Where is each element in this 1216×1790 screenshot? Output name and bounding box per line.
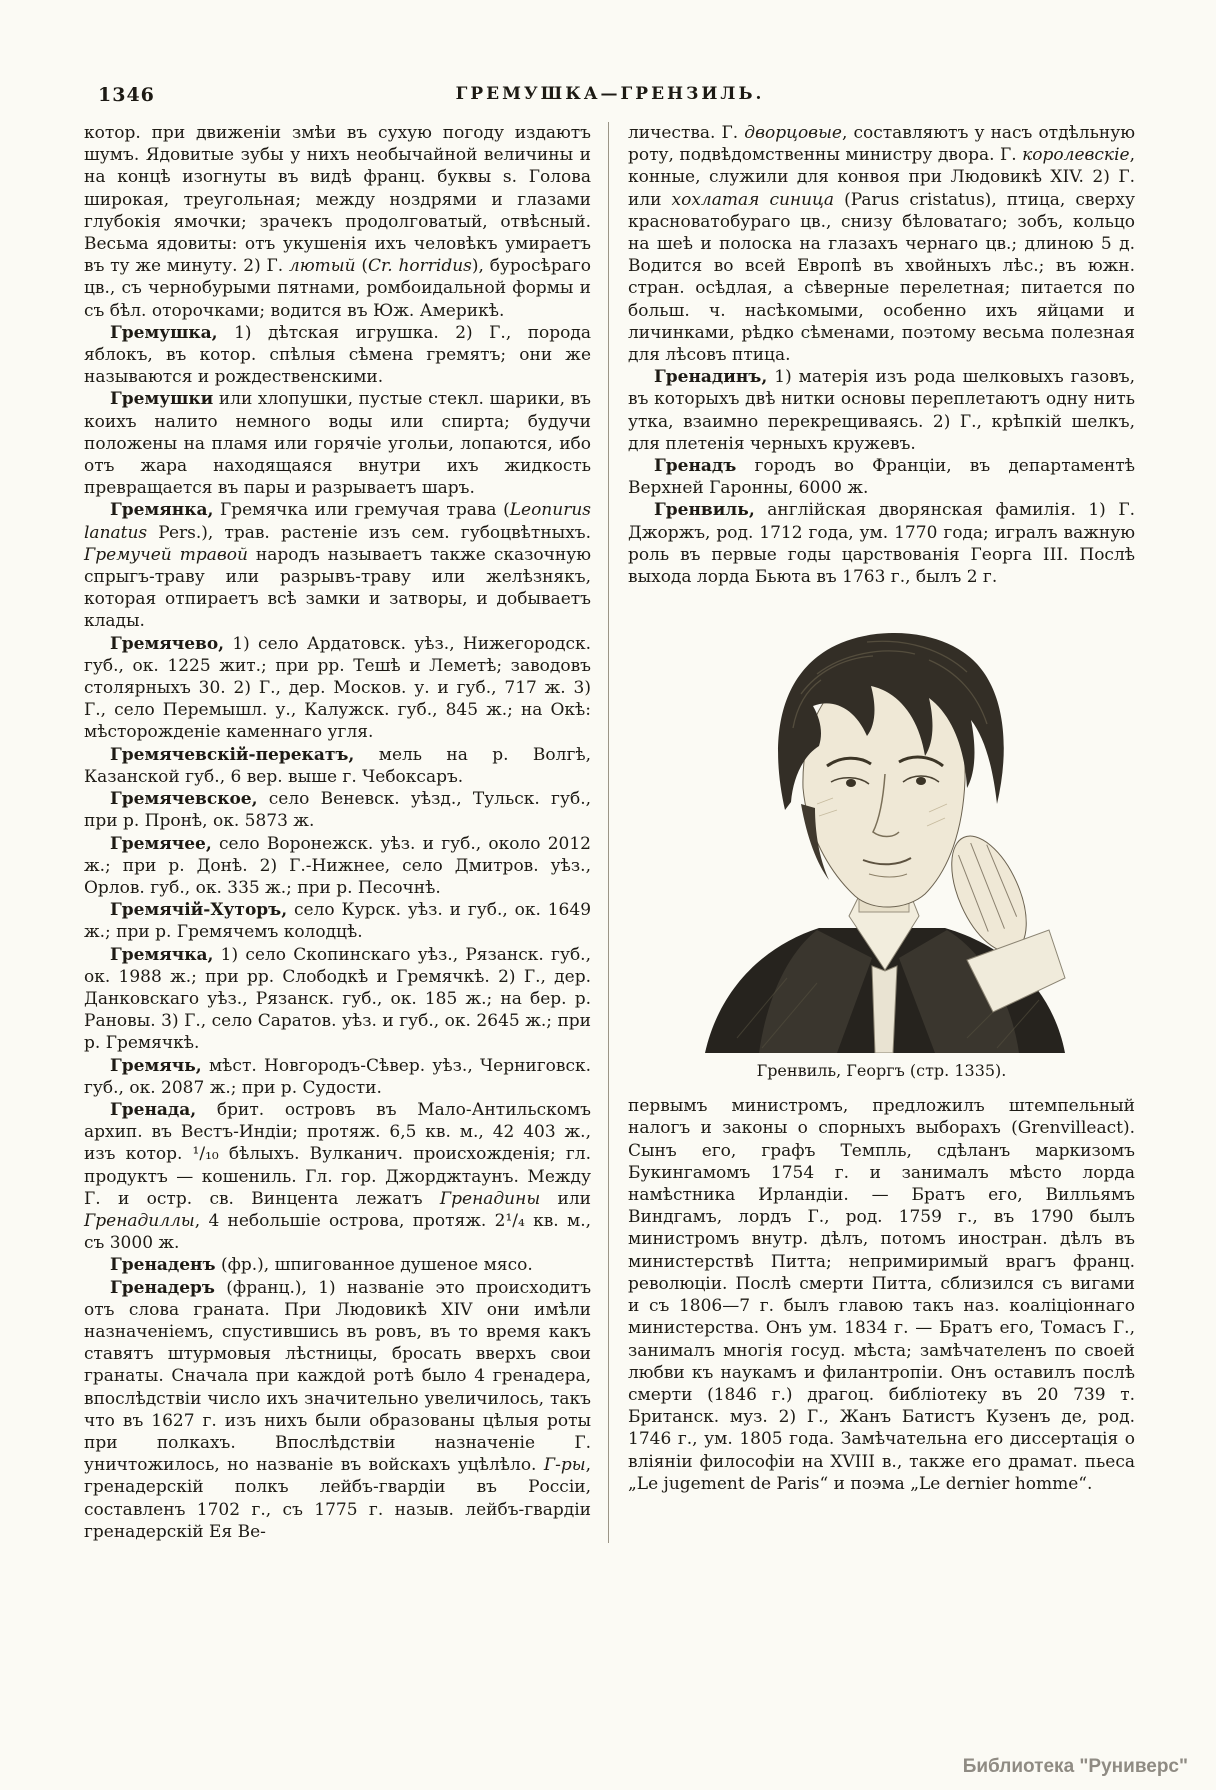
entry-headword: Гренадеръ — [110, 1277, 215, 1298]
entry-paragraph: Гремушки или хлопушки, пустые стекл. шарики, въ коихъ налито немного воды или спирта; будучи положены на пламя или горячіе угольи, лопаются, ибо отъ жара находящаяся внутри ихъ жидкость превращается въ пары и разрываетъ шаръ. — [84, 389, 591, 499]
entry-paragraph: Гремячевское, село Веневск. уѣзд., Тульск. губ., при р. Пронѣ, ок. 5873 ж. — [84, 789, 591, 832]
entry-paragraph: Гремячее, село Воронежск. уѣз. и губ., около 2012 ж.; при р. Донѣ. 2) Г.-Нижнее, село Дмитров. уѣз., Орлов. губ., ок. 335 ж.; при р. Песочнѣ. — [84, 833, 591, 898]
entry-headword: Гренвиль, — [654, 500, 755, 521]
entry-paragraph: Гренадъ городъ во Франціи, въ департаментѣ Верхней Гаронны, 6000 ж. — [628, 456, 1135, 499]
entry-headword: Гренаденъ — [110, 1255, 216, 1276]
entry-headword: Гремячій-Хуторъ, — [110, 900, 288, 921]
entry-paragraph: Гренаденъ (фр.), шпигованное душеное мясо. — [110, 1255, 533, 1276]
entry-headword: Гремушка, — [110, 322, 218, 343]
entry-headword: Гремячее, — [110, 833, 212, 854]
entry-paragraph: Гренада, брит. островъ въ Мало-Антильскомъ архип. въ Вестъ-Индіи; протяж. 6,5 кв. м., 42 403 ж., изъ котор. ¹/₁₀ бѣлыхъ. Вулканич. происхожденія; гл. продуктъ — кошениль. Гл. гор. Джорджтаунъ. Между Г. и остр. св. Винцента лежатъ Гренадины или Гренадиллы, 4 небольшіе острова, протяж. 2¹/₄ кв. м., съ 3000 ж. — [84, 1099, 591, 1254]
entry-paragraph: Гремушка, 1) дѣтская игрушка. 2) Г., порода яблокъ, въ котор. спѣлыя сѣмена гремятъ; они же называются и рождественскими. — [84, 322, 592, 388]
figure-caption: Гренвиль, Георгъ (стр. 1335). — [756, 1061, 1007, 1081]
entry-headword: Гремячевскій-перекатъ, — [110, 744, 355, 765]
entry-continuation: личества. Г. дворцовые, составляютъ у насъ отдѣльную роту, подвѣдомственны министру двора. Г. королевскіе, конные, служили для конвоя при Людовикѣ XIV. 2) Г. или хохлатая синица (Parus cristatus), птица, сверху красноватобураго цв., снизу бѣловатаго; зобъ, кольцо на шеѣ и полоска на глазахъ чернаго цв.; длиною 5 д. Водится во всей Европѣ въ хвойныхъ лѣс.; въ южн. стран. осѣдлая, а сѣверные перелетная; питается по больш. ч. насѣкомыми, особенно ихъ яйцами и личинками, рѣдко сѣменами, поэтому весьма полезная для лѣсовъ птица. — [628, 123, 1135, 366]
entry-headword: Гренада, — [110, 1099, 197, 1120]
right-column — [608, 122, 1135, 1543]
entry-paragraph: Гренадинъ, 1) матерія изъ рода шелковыхъ газовъ, въ которыхъ двѣ нитки основы переплетаютъ одну нить утка, взаимно перекрещиваясь. 2) Г., крѣпкій шелкъ, для плетенія черныхъ кружевъ. — [628, 367, 1136, 454]
right-column-bottom-text — [628, 1095, 1135, 1495]
entry-continuation: первымъ министромъ, предложилъ штемпельный налогъ и законы о спорныхъ выборахъ (Grenvilleact). Сынъ его, графъ Темпль, сдѣланъ маркизомъ Букингамомъ 1754 г. и занималъ мѣсто лорда намѣстника Ирландіи. — Братъ его, Вилльямъ Виндгамъ, лордъ Г., род. 1759 г., въ 1790 былъ министромъ внутр. дѣлъ, потомъ иностран. дѣлъ въ министерствѣ Питта; непримиримый врагъ франц. революціи. Послѣ смерти Питта, сблизился съ вигами и съ 1806—7 г. былъ главою такъ наз. коаліціоннаго министерства. Онъ ум. 1834 г. — Братъ его, Томасъ Г., занималъ многія госуд. мѣста; замѣчателенъ по своей любви къ наукамъ и филантропіи. Онъ оставилъ послѣ смерти (1846 г.) драгоц. библіотеку въ 20 739 т. Британск. муз. 2) Г., Жанъ Батистъ Кузенъ де, род. 1746 г., ум. 1805 года. Замѣчательна его диссертація о вліяніи философіи на XVIII в., также его драмат. пьеса „Le jugement de Paris“ и поэма „Le dernier homme“. — [628, 1096, 1135, 1494]
entry-headword: Гремячевское, — [110, 789, 258, 810]
entry-paragraph: Гремячь, мѣст. Новгородъ-Сѣвер. уѣз., Черниговск. губ., ок. 2087 ж.; при р. Судости. — [84, 1055, 592, 1098]
entry-headword: Гренадинъ, — [654, 367, 768, 388]
entry-paragraph: Гремячевскій-перекатъ, мель на р. Волгѣ, Казанской губ., 6 вер. выше г. Чебоксаръ. — [84, 744, 592, 787]
page-number: 1346 — [98, 84, 155, 106]
entry-paragraph: Гремячево, 1) село Ардатовск. уѣз., Нижегородск. губ., ок. 1225 жит.; при рр. Тешѣ и Леметѣ; заводовъ столярныхъ 30. 2) Г., дер. Москов. у. и губ., 717 ж. 3) Г., село Перемышл. у., Калужск. губ., 845 ж.; на Окѣ: мѣсторожденіе каменнаго угля. — [84, 633, 591, 743]
entry-paragraph: Гремячій-Хуторъ, село Курск. уѣз. и губ., ок. 1649 ж.; при р. Гремячемъ колодцѣ. — [84, 900, 592, 943]
right-column-top-text — [628, 122, 1135, 588]
running-head — [84, 84, 1136, 110]
portrait-figure — [628, 598, 1135, 1081]
entry-paragraph: Гренадеръ (франц.), 1) названіе это происходитъ отъ слова граната. При Людовикѣ XIV они имѣли назначеніемъ, спустившись въ ровъ, въ то время какъ ставятъ штурмовыя лѣстницы, бросать вверхъ свои гранаты. Сначала при каждой ротѣ было 4 гренадера, впослѣдствіи число ихъ значительно увеличилось, такъ что въ 1627 г. изъ нихъ были образованы цѣлыя роты при полкахъ. Впослѣдствіи назначеніе Г. уничтожилось, но названіе въ войскахъ уцѣлѣло. Г-ры, гренадерскій полкъ лейбъ-гвардіи въ Россіи, составленъ 1702 г., съ 1775 г. назыв. лейбъ-гвардіи гренадерскій Ея Ве- — [84, 1277, 592, 1542]
entry-paragraph: Гремянка, Гремячка или гремучая трава (Leonurus lanatus Pers.), трав. растеніе изъ сем. губоцвѣтныхъ. Гремучей травой народъ называетъ также сказочную спрыгъ-траву или разрывъ-траву или желѣзнякъ, которая отпираетъ всѣ замки и затворы, и добываетъ клады. — [84, 500, 591, 632]
entry-headword: Гремянка, — [110, 500, 214, 521]
entry-headword: Гремячево, — [110, 633, 225, 654]
entry-continuation: котор. при движеніи змѣи въ сухую погоду издаютъ шумъ. Ядовитые зубы у нихъ необычайной величины и на концѣ изогнуты въ видѣ франц. буквы s. Голова широкая, треугольная; между ноздрями и глазами глубокія ямочки; зрачекъ продолговатый, отвѣсный. Весьма ядовиты: отъ укушенія ихъ человѣкъ умираетъ въ ту же минуту. 2) Г. лютый (Cr. horridus), буросѣраго цв., съ чернобурыми пятнами, ромбоидальной формы и съ бѣл. оторочками; водится въ Юж. Америкѣ. — [84, 123, 591, 321]
text-columns — [84, 122, 1136, 1543]
entry-headword: Гремячка, — [110, 944, 214, 965]
page-header-title: ГРЕМУШКА—ГРЕНЗИЛЬ. — [455, 84, 765, 104]
entry-headword: Гренадъ — [654, 456, 737, 477]
entry-headword: Гремячь, — [110, 1055, 202, 1076]
entry-paragraph: Гренвиль, англійская дворянская фамилія. 1) Г. Джоржъ, род. 1712 года, ум. 1770 года; игралъ важную роль въ первые годы царствованія Георга III. Послѣ выхода лорда Бьюта въ 1763 г., былъ 2 г. — [628, 500, 1136, 588]
entry-paragraph: Гремячка, 1) село Скопинскаго уѣз., Рязанск. губ., ок. 1988 ж.; при рр. Слободкѣ и Гремячкѣ. 2) Г., дер. Данковскаго уѣз., Рязанск. губ., ок. 185 ж.; на бер. р. Рановы. 3) Г., село Саратов. уѣз. и губ., ок. 2645 ж.; при р. Гремячкѣ. — [84, 944, 591, 1054]
entry-headword: Гремушки — [110, 389, 214, 410]
library-watermark: Библиотека "Руниверс" — [962, 1756, 1188, 1777]
grenville-portrait-engraving — [667, 598, 1097, 1053]
left-column — [84, 122, 608, 1543]
